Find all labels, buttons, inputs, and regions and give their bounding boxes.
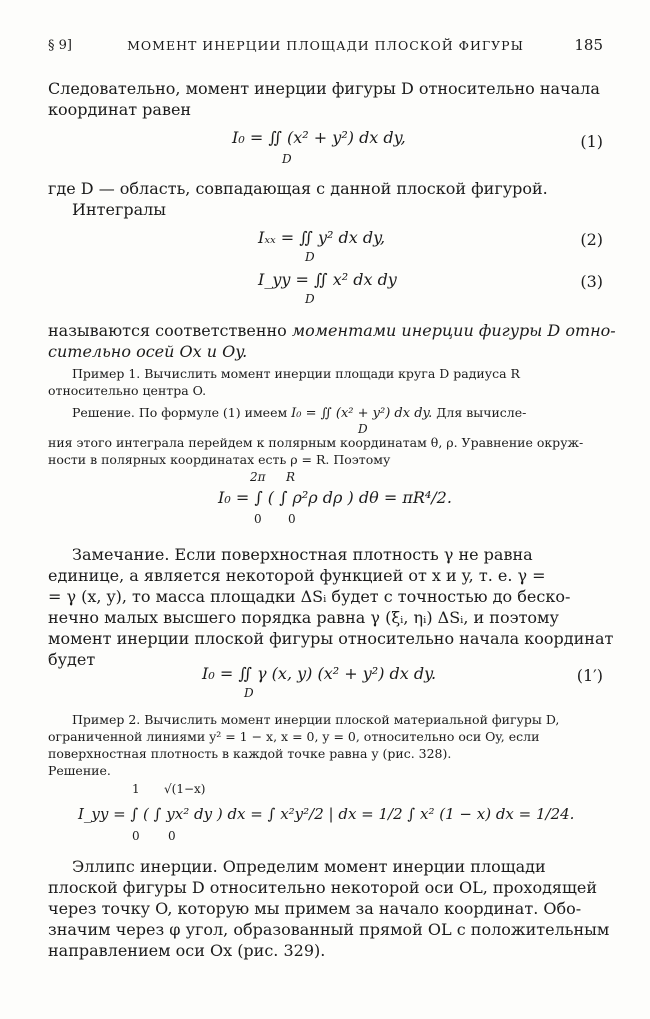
integral-domain: D	[305, 250, 315, 264]
solution-1-line: ния этого интеграла перейдем к полярным координатам θ, ρ. Уравнение окруж-	[48, 435, 584, 450]
equation-1: I₀ = ∬ (x² + y²) dx dy,	[232, 128, 406, 147]
paragraph-line: где D — область, совпадающая с данной плоской фигурой.	[48, 179, 548, 198]
ellipse-line: значим через φ угол, образованный прямой OL с положительным	[48, 920, 610, 939]
paragraph-line: сительно осей Ox и Oy.	[48, 342, 248, 361]
integral-domain: D	[358, 422, 368, 436]
equation-example-2: I_yy = ∫ ( ∫ yx² dy ) dx = ∫ x²y²/2 | dx = 1/2 ∫ x² (1 − x) dx = 1/24.	[78, 805, 575, 823]
lower-limit: 0	[132, 829, 140, 843]
remark-line: единице, а является некоторой функцией от x и y, т. е. γ =	[48, 566, 546, 585]
upper-limit: 1	[132, 782, 140, 796]
ellipse-line: плоской фигуры D относительно некоторой оси OL, проходящей	[48, 878, 598, 897]
equation-number: (1′)	[576, 666, 603, 685]
paragraph-line: Интегралы	[72, 200, 166, 219]
lower-limit: 0	[288, 512, 296, 526]
equation-1-prime: I₀ = ∬ γ (x, y) (x² + y²) dx dy.	[202, 664, 437, 683]
remark-line: момент инерции плоской фигуры относительно начала координат	[48, 629, 614, 648]
remark-line: = γ (x, y), то масса площадки ΔSᵢ будет с точностью до беско-	[48, 587, 571, 606]
text-plain: называются соответственно	[48, 321, 287, 340]
lower-limit: 0	[254, 512, 262, 526]
example-2-line: поверхностная плотность в каждой точке равна y (рис. 328).	[48, 746, 452, 761]
paragraph-line: координат равен	[48, 100, 192, 119]
upper-limit: R	[286, 470, 296, 484]
paragraph-line	[48, 320, 616, 341]
inline-equation: I₀ = ∬ (x² + y²) dx dy.	[291, 406, 433, 421]
solution-1-line	[72, 404, 627, 422]
text-italic: моментами инерции фигуры D отно-	[291, 321, 616, 340]
ellipse-line: направлением оси Ox (рис. 329).	[48, 941, 326, 960]
remark-line: будет	[48, 650, 96, 669]
integral-domain: D	[305, 292, 315, 306]
ellipse-line: Эллипс инерции. Определим момент инерции площади	[72, 857, 546, 876]
remark-line: нечно малых высшего порядка равна γ (ξᵢ, ηᵢ) ΔSᵢ, и поэтому	[48, 608, 559, 627]
equation-number: (1)	[580, 132, 603, 151]
upper-limit: 2π	[250, 470, 266, 484]
upper-limit: √(1−x)	[164, 782, 206, 796]
text-plain: Решение. По формуле (1) имеем	[72, 405, 288, 420]
integral-domain: D	[282, 152, 292, 166]
example-1-line: Пример 1. Вычислить момент инерции площади круга D радиуса R	[72, 366, 520, 381]
example-2-line: ограниченной линиями y² = 1 − x, x = 0, y = 0, относительно оси Oy, если	[48, 729, 540, 744]
ellipse-line: через точку O, которую мы примем за начало координат. Обо-	[48, 899, 582, 918]
example-1-line: относительно центра O.	[48, 383, 207, 398]
lower-limit: 0	[168, 829, 176, 843]
running-header	[48, 36, 603, 60]
equation-number: (3)	[580, 272, 603, 291]
equation-number: (2)	[580, 230, 603, 249]
page-number: 185	[574, 36, 603, 54]
equation-2: Iₓₓ = ∬ y² dx dy,	[258, 228, 386, 247]
paragraph-line: Следовательно, момент инерции фигуры D относительно начала	[48, 79, 600, 98]
remark-line: Замечание. Если поверхностная плотность γ не равна	[72, 545, 533, 564]
solution-2-label: Решение.	[48, 763, 111, 778]
equation-polar: I₀ = ∫ ( ∫ ρ²ρ dρ ) dθ = πR⁴/2.	[218, 488, 452, 507]
running-title: МОМЕНТ ИНЕРЦИИ ПЛОЩАДИ ПЛОСКОЙ ФИГУРЫ	[127, 38, 524, 53]
example-2-line: Пример 2. Вычислить момент инерции плоской материальной фигуры D,	[72, 712, 560, 727]
section-marker: § 9]	[48, 38, 72, 53]
solution-1-line: ности в полярных координатах есть ρ = R. Поэтому	[48, 452, 391, 467]
text-plain: Для вычисле-	[436, 405, 527, 420]
integral-domain: D	[244, 686, 254, 700]
equation-3: I_yy = ∬ x² dx dy	[258, 270, 397, 289]
